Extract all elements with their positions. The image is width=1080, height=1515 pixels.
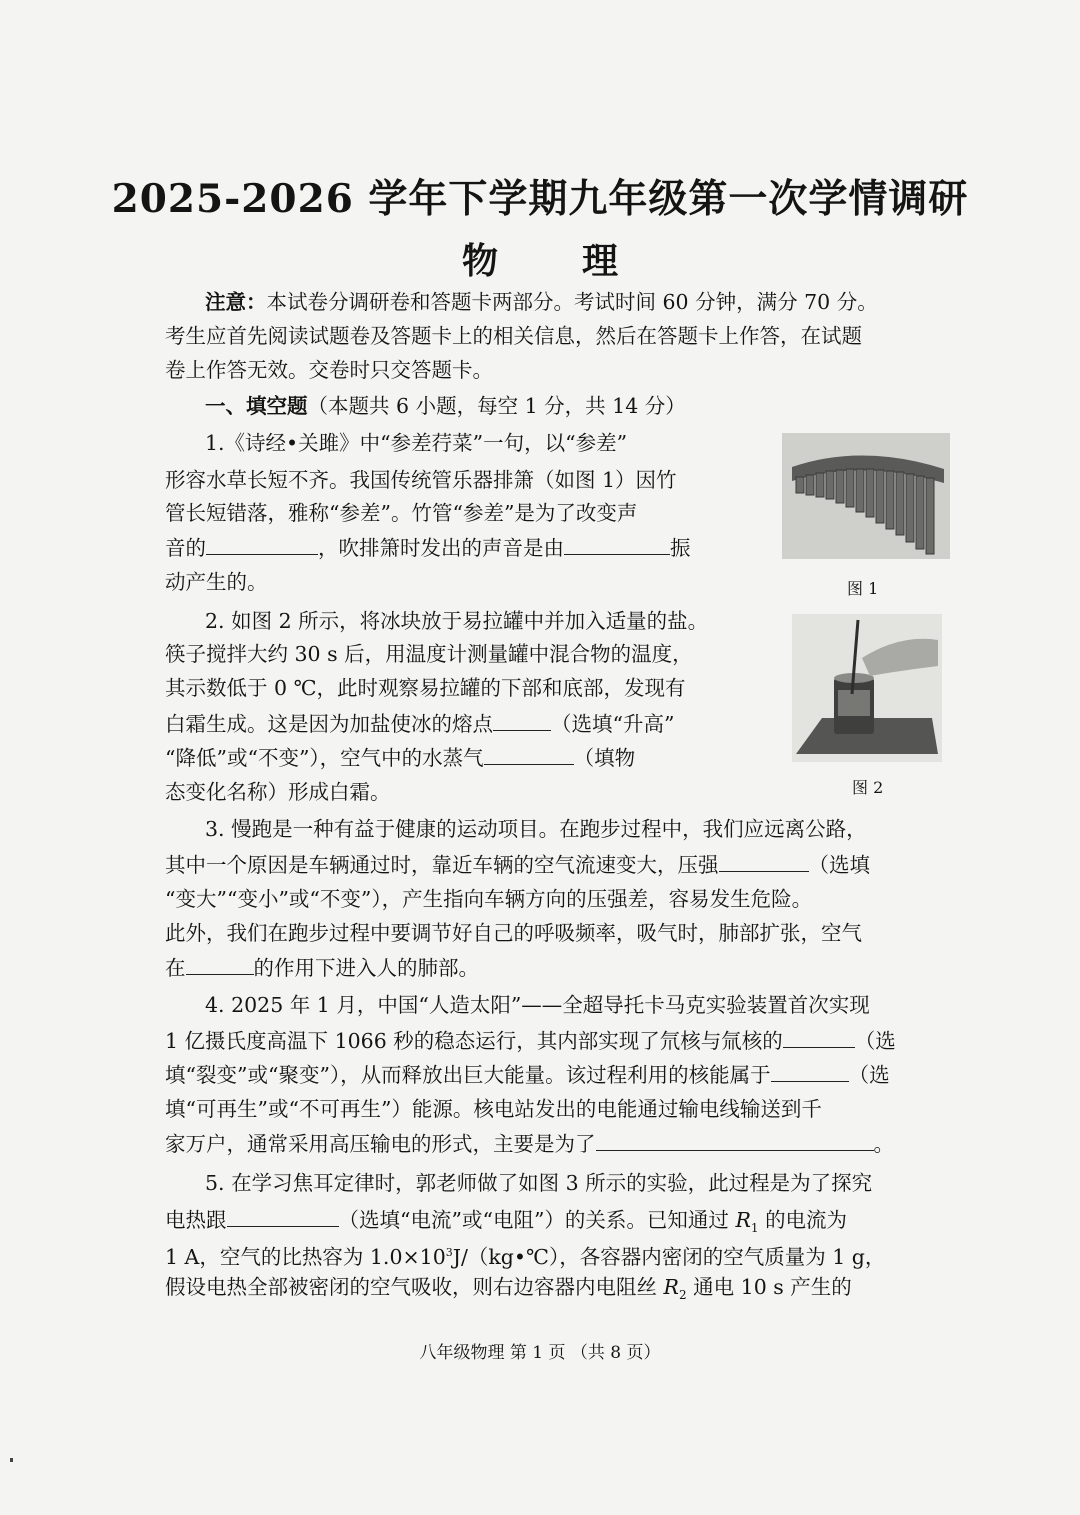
answer-blank — [484, 742, 574, 765]
answer-blank — [719, 849, 809, 872]
exam-title: 2025-2026 学年下学期九年级第一次学情调研 — [111, 176, 969, 222]
answer-blank — [227, 1204, 339, 1227]
page-footer: 八年级物理 第 1 页 （共 8 页） — [419, 1343, 661, 1363]
q2-line-6: 态变化名称）形成白霜。 — [165, 780, 391, 804]
q3-line-5: 在 的作用下进入人的肺部。 — [165, 952, 479, 983]
q3-line-1: 3. 慢跑是一种有益于健康的运动项目。在跑步过程中，我们应远离公路， — [205, 817, 867, 841]
q5-line-4: 假设电热全部被密闭的空气吸收，则右边容器内电阻丝 $R_2$ 通电 10 s 产生的 — [165, 1275, 852, 1303]
notice-label: 注意： — [205, 290, 267, 314]
q4-line-2: 1 亿摄氏度高温下 1066 秒的稳态运行，其内部实现了氘核与氚核的 （选 — [165, 1025, 896, 1056]
figure-2-caption: 图 2 — [852, 778, 884, 797]
answer-blank — [564, 532, 670, 555]
q1-line-2: 形容水草长短不齐。我国传统管乐器排箫（如图 1）因竹 — [165, 468, 677, 492]
q2-line-2: 筷子搅拌大约 30 s 后，用温度计测量罐中混合物的温度， — [165, 642, 693, 666]
q5-line-2: 电热跟 （选填“电流”或“电阻”）的关系。已知通过 $R_1$ 的电流为 — [165, 1204, 847, 1243]
q4-line-4: 填“可再生”或“不可再生”）能源。核电站发出的电能通过输电线输送到千 — [165, 1097, 822, 1121]
q4-line-5: 家万户，通常采用高压输电的形式，主要是为了 。 — [165, 1128, 894, 1159]
subject-char-2: 理 — [582, 240, 619, 282]
answer-blank — [186, 952, 254, 975]
q3-line-4: 此外，我们在跑步过程中要调节好自己的呼吸频率，吸气时，肺部扩张，空气 — [165, 921, 862, 945]
figure-1-panpipe — [782, 433, 950, 559]
answer-blank — [493, 708, 551, 731]
q1-line-4: 音的 ，吹排箫时发出的声音是由 振 — [165, 532, 691, 563]
notice-line-3: 卷上作答无效。交卷时只交答题卡。 — [165, 358, 493, 382]
resistor-r2: R — [663, 1275, 679, 1299]
q4-line-3: 填“裂变”或“聚变”），从而释放出巨大能量。该过程利用的核能属于 （选 — [165, 1059, 890, 1090]
q1-line-3: 管长短错落，雅称“参差”。竹管“参差”是为了改变声 — [165, 501, 638, 525]
answer-blank — [206, 532, 318, 555]
figure-2-can — [792, 614, 942, 762]
q2-line-5: “降低”或“不变”），空气中的水蒸气 （填物 — [165, 742, 635, 773]
q3-line-3: “变大”“变小”或“不变”），产生指向车辆方向的压强差，容易发生危险。 — [165, 887, 813, 911]
figure-1-caption: 图 1 — [847, 579, 879, 598]
q2-line-3: 其示数低于 0 ℃，此时观察易拉罐的下部和底部，发现有 — [165, 676, 686, 700]
notice-line-1: 注意：本试卷分调研卷和答题卡两部分。考试时间 60 分钟，满分 70 分。 — [205, 290, 878, 314]
answer-blank — [783, 1025, 855, 1048]
q2-line-1: 2. 如图 2 所示，将冰块放于易拉罐中并加入适量的盐。 — [205, 609, 709, 633]
notice-line-2: 考生应首先阅读试题卷及答题卡上的相关信息，然后在答题卡上作答，在试题 — [165, 324, 862, 348]
panpipe-image — [782, 433, 950, 559]
q5-line-1: 5. 在学习焦耳定律时，郭老师做了如图 3 所示的实验，此过程是为了探究 — [205, 1171, 873, 1195]
section-heading: 一、填空题（本题共 6 小题，每空 1 分，共 14 分） — [205, 394, 686, 418]
subject-title — [0, 233, 1080, 284]
answer-blank — [771, 1059, 849, 1082]
can-image — [792, 614, 942, 762]
subject-char-1: 物 — [461, 240, 498, 282]
q2-line-4: 白霜生成。这是因为加盐使冰的熔点 （选填“升高” — [165, 708, 674, 739]
q3-line-2: 其中一个原因是车辆通过时，靠近车辆的空气流速变大，压强 （选填 — [165, 849, 870, 880]
q1-line-5: 动产生的。 — [165, 570, 268, 594]
answer-blank — [596, 1128, 874, 1151]
resistor-r1: R — [735, 1208, 751, 1232]
q4-line-1: 4. 2025 年 1 月，中国“人造太阳”——全超导托卡马克实验装置首次实现 — [205, 993, 870, 1017]
scan-mark — [10, 1458, 13, 1462]
q5-line-3: 1 A，空气的比热容为 $1.0\times 10^3J/(kg•℃)$，各容器内密闭的空气质量为 1 g， — [165, 1244, 886, 1269]
section-label: 一、填空题 — [205, 394, 308, 418]
q1-line-1: 1.《诗经•关雎》中“参差荇菜”一句，以“参差” — [205, 431, 628, 455]
